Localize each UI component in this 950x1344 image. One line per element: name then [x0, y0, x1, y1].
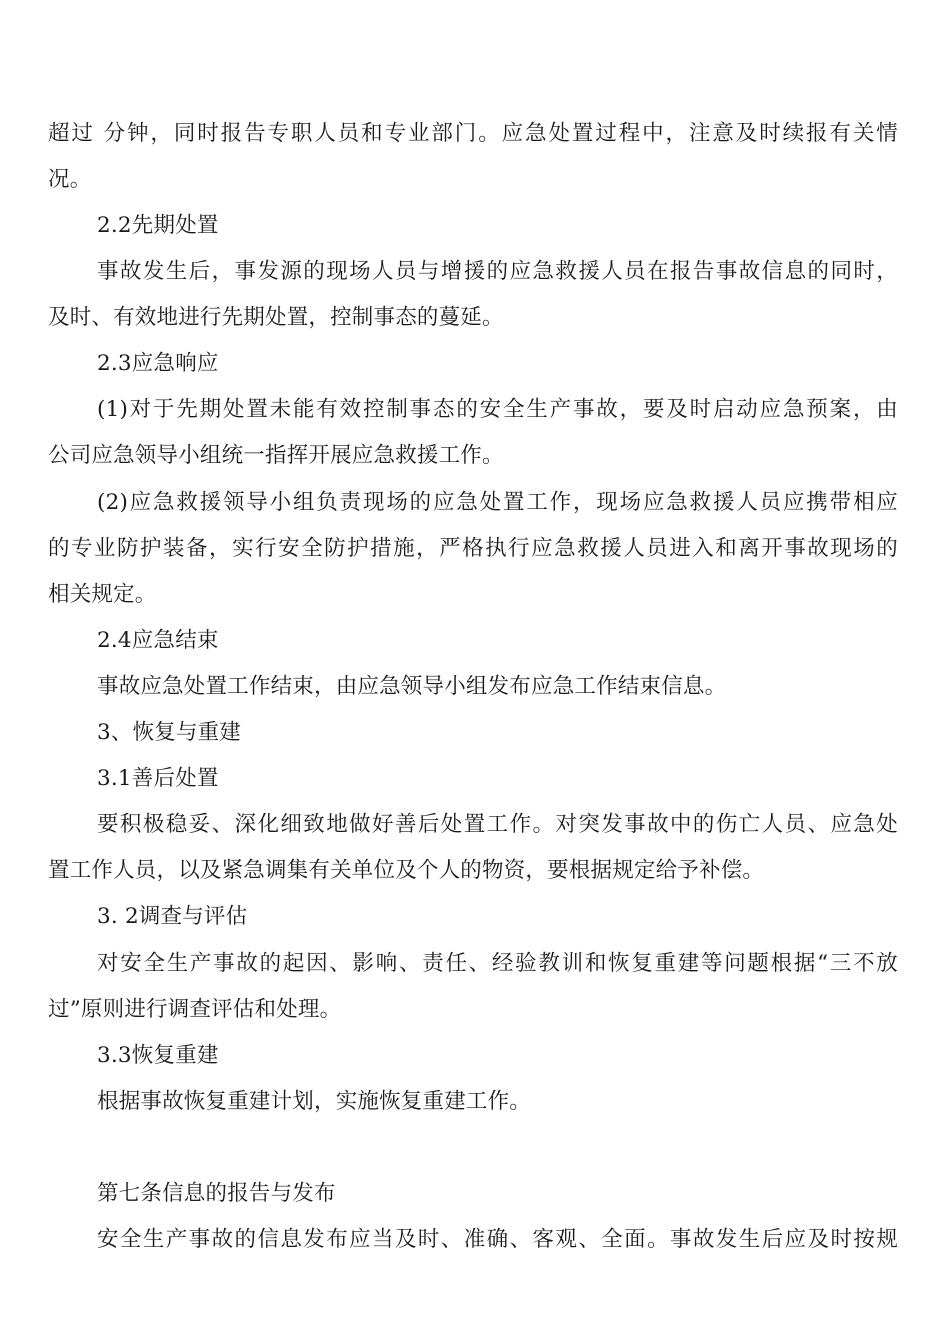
- paragraph-line: 过”原则进行调查评估和处理。: [48, 997, 342, 1022]
- paragraph-line: 超过 分钟，同时报告专职人员和专业部门。应急处置过程中，注意及时续报有关情: [48, 121, 898, 146]
- paragraph-line: 要积极稳妥、深化细致地做好善后处置工作。对突发事故中的伤亡人员、应急处: [97, 812, 898, 837]
- section-heading: 3.1善后处置: [97, 766, 219, 791]
- paragraph-line: 事故发生后，事发源的现场人员与增援的应急救援人员在报告事故信息的同时，: [97, 259, 898, 284]
- paragraph-line: 安全生产事故的信息发布应当及时、准确、客观、全面。事故发生后应及时按规: [97, 1227, 898, 1252]
- paragraph-line: 置工作人员，以及紧急调集有关单位及个人的物资，要根据规定给予补偿。: [48, 858, 765, 883]
- section-heading: 3.3恢复重建: [97, 1043, 219, 1068]
- paragraph-line: 况。: [48, 167, 92, 192]
- paragraph-line: (1)对于先期处置未能有效控制事态的安全生产事故，要及时启动应急预案，由: [97, 397, 898, 422]
- section-heading: 3. 2调查与评估: [97, 904, 248, 929]
- paragraph-line: 及时、有效地进行先期处置，控制事态的蔓延。: [48, 305, 504, 330]
- paragraph-line: 公司应急领导小组统一指挥开展应急救援工作。: [48, 443, 504, 468]
- paragraph-line: 根据事故恢复重建计划，实施恢复重建工作。: [97, 1089, 532, 1114]
- section-heading: 3、恢复与重建: [97, 720, 242, 745]
- paragraph-line: 相关规定。: [48, 582, 157, 607]
- section-heading: 2.4应急结束: [97, 628, 219, 653]
- section-heading: 2.2先期处置: [97, 213, 219, 238]
- paragraph-line: 对安全生产事故的起因、影响、责任、经验教训和恢复重建等问题根据“三不放: [97, 951, 898, 976]
- section-heading: 2.3应急响应: [97, 351, 219, 376]
- paragraph-line: 事故应急处置工作结束，由应急领导小组发布应急工作结束信息。: [97, 674, 727, 699]
- paragraph-line: (2)应急救援领导小组负责现场的应急处置工作，现场应急救援人员应携带相应: [97, 490, 898, 515]
- paragraph-line: 的专业防护装备，实行安全防护措施，严格执行应急救援人员进入和离开事故现场的: [48, 536, 898, 561]
- article-heading: 第七条信息的报告与发布: [97, 1181, 336, 1206]
